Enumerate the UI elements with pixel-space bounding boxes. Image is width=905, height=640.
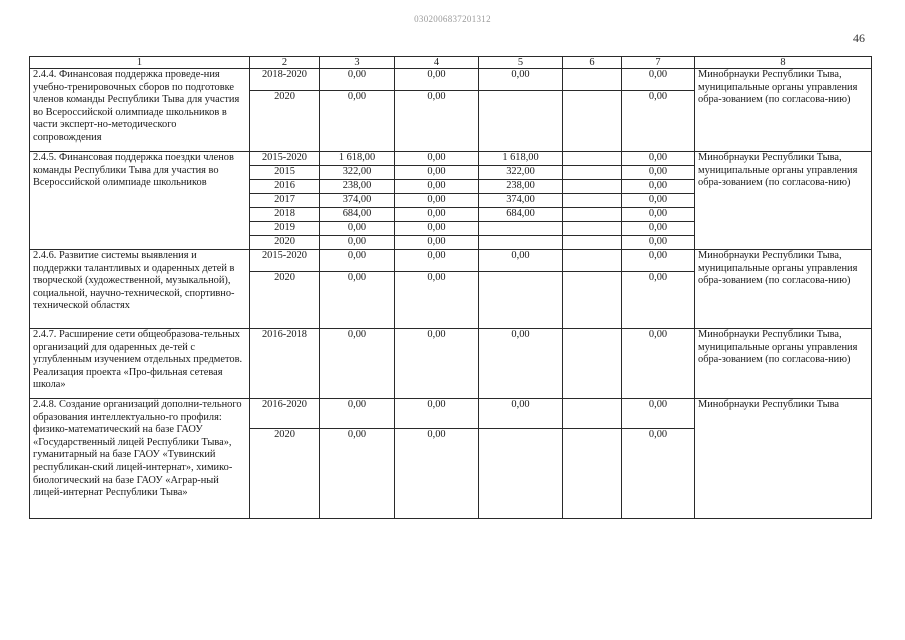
amount-cell: 684,00 xyxy=(320,208,395,222)
amount-cell: 0,00 xyxy=(395,329,479,399)
column-header: 7 xyxy=(622,57,695,69)
document-id: 0302006837201312 xyxy=(414,14,491,24)
amount-cell: 0,00 xyxy=(622,91,695,152)
period-cell: 2015-2020 xyxy=(250,152,320,166)
amount-cell: 0,00 xyxy=(622,208,695,222)
amount-cell xyxy=(563,180,622,194)
amount-cell xyxy=(563,272,622,329)
amount-cell xyxy=(563,250,622,272)
amount-cell: 0,00 xyxy=(622,222,695,236)
amount-cell: 0,00 xyxy=(479,399,563,429)
amount-cell: 238,00 xyxy=(479,180,563,194)
amount-cell: 0,00 xyxy=(622,429,695,519)
amount-cell xyxy=(479,429,563,519)
program-table xyxy=(29,56,872,519)
amount-cell: 0,00 xyxy=(622,152,695,166)
table-row xyxy=(30,399,872,429)
amount-cell xyxy=(563,222,622,236)
amount-cell: 0,00 xyxy=(622,166,695,180)
amount-cell: 0,00 xyxy=(395,69,479,91)
amount-cell xyxy=(563,399,622,429)
amount-cell xyxy=(563,166,622,180)
amount-cell: 0,00 xyxy=(320,222,395,236)
amount-cell: 0,00 xyxy=(622,194,695,208)
amount-cell: 0,00 xyxy=(622,69,695,91)
amount-cell: 374,00 xyxy=(479,194,563,208)
amount-cell: 0,00 xyxy=(622,329,695,399)
amount-cell: 374,00 xyxy=(320,194,395,208)
amount-cell xyxy=(563,152,622,166)
period-cell: 2018-2020 xyxy=(250,69,320,91)
column-header: 3 xyxy=(320,57,395,69)
table-row xyxy=(30,69,872,91)
responsible-executor: Минобрнауки Республики Тыва xyxy=(695,399,872,519)
period-cell: 2016-2020 xyxy=(250,399,320,429)
amount-cell: 0,00 xyxy=(395,152,479,166)
amount-cell: 0,00 xyxy=(320,250,395,272)
amount-cell: 322,00 xyxy=(320,166,395,180)
page-number: 46 xyxy=(853,31,865,45)
period-cell: 2019 xyxy=(250,222,320,236)
responsible-executor: Минобрнауки Республики Тыва, муниципальные органы управления обра-зованием (по согласова-нию) xyxy=(695,329,872,399)
period-cell: 2016-2018 xyxy=(250,329,320,399)
measure-description: 2.4.5. Финансовая поддержка поездки членов команды Республики Тыва для участия во Всероссийской олимпиаде школьников xyxy=(30,152,250,250)
amount-cell: 0,00 xyxy=(622,180,695,194)
amount-cell: 0,00 xyxy=(320,429,395,519)
amount-cell: 0,00 xyxy=(622,236,695,250)
measure-description: 2.4.6. Развитие системы выявления и поддержки талантливых и одаренных детей в творческой (художественной, музыкальной), социальной, научно-технической, спортивно-технической областях xyxy=(30,250,250,329)
amount-cell xyxy=(563,236,622,250)
amount-cell xyxy=(563,329,622,399)
period-cell: 2015 xyxy=(250,166,320,180)
amount-cell: 0,00 xyxy=(320,329,395,399)
amount-cell xyxy=(563,194,622,208)
amount-cell: 0,00 xyxy=(622,399,695,429)
amount-cell: 0,00 xyxy=(320,236,395,250)
period-cell: 2017 xyxy=(250,194,320,208)
amount-cell: 0,00 xyxy=(479,329,563,399)
period-cell: 2015-2020 xyxy=(250,250,320,272)
responsible-executor: Минобрнауки Республики Тыва, муниципальные органы управления обра-зованием (по согласова-нию) xyxy=(695,152,872,250)
table-row xyxy=(30,152,872,166)
amount-cell: 0,00 xyxy=(479,69,563,91)
amount-cell: 0,00 xyxy=(622,250,695,272)
amount-cell: 0,00 xyxy=(395,222,479,236)
period-cell: 2018 xyxy=(250,208,320,222)
amount-cell: 684,00 xyxy=(479,208,563,222)
amount-cell xyxy=(479,91,563,152)
table-row xyxy=(30,329,872,399)
amount-cell: 0,00 xyxy=(395,429,479,519)
amount-cell: 0,00 xyxy=(395,166,479,180)
column-header: 8 xyxy=(695,57,872,69)
responsible-executor: Минобрнауки Республики Тыва, муниципальные органы управления обра-зованием (по согласова-нию) xyxy=(695,69,872,152)
amount-cell xyxy=(563,208,622,222)
amount-cell: 0,00 xyxy=(320,272,395,329)
amount-cell: 238,00 xyxy=(320,180,395,194)
amount-cell: 0,00 xyxy=(320,69,395,91)
amount-cell: 0,00 xyxy=(320,399,395,429)
period-cell: 2020 xyxy=(250,236,320,250)
amount-cell xyxy=(563,429,622,519)
amount-cell xyxy=(479,272,563,329)
amount-cell xyxy=(563,91,622,152)
amount-cell xyxy=(563,69,622,91)
amount-cell: 0,00 xyxy=(395,208,479,222)
measure-description: 2.4.8. Создание организаций дополни-тельного образования интеллектуально-го профиля: физико-математический на базе ГАОУ «Государственный лицей Республики Тыва», гуманитарный на базе ГАОУ «Тувинский республикан-ский лицей-интернат», химико-биологический на базе ГАОУ «Аграр-ный лицей-интернат Республики Тыва» xyxy=(30,399,250,519)
period-cell: 2020 xyxy=(250,272,320,329)
amount-cell: 322,00 xyxy=(479,166,563,180)
column-header: 2 xyxy=(250,57,320,69)
period-cell: 2020 xyxy=(250,429,320,519)
table-row xyxy=(30,250,872,272)
amount-cell: 0,00 xyxy=(395,194,479,208)
amount-cell xyxy=(479,236,563,250)
column-header: 1 xyxy=(30,57,250,69)
amount-cell: 0,00 xyxy=(320,91,395,152)
amount-cell: 0,00 xyxy=(395,91,479,152)
amount-cell: 1 618,00 xyxy=(320,152,395,166)
measure-description: 2.4.7. Расширение сети общеобразова-тельных организаций для одаренных де-тей с углубленным изучением отдельных предметов. Реализация проекта «Про-фильная сетевая школа» xyxy=(30,329,250,399)
period-cell: 2020 xyxy=(250,91,320,152)
responsible-executor: Минобрнауки Республики Тыва, муниципальные органы управления обра-зованием (по согласова-нию) xyxy=(695,250,872,329)
column-header-row xyxy=(30,57,872,69)
amount-cell: 0,00 xyxy=(622,272,695,329)
amount-cell: 0,00 xyxy=(395,272,479,329)
period-cell: 2016 xyxy=(250,180,320,194)
amount-cell: 1 618,00 xyxy=(479,152,563,166)
amount-cell xyxy=(479,222,563,236)
amount-cell: 0,00 xyxy=(395,236,479,250)
column-header: 5 xyxy=(479,57,563,69)
amount-cell: 0,00 xyxy=(479,250,563,272)
amount-cell: 0,00 xyxy=(395,250,479,272)
amount-cell: 0,00 xyxy=(395,180,479,194)
amount-cell: 0,00 xyxy=(395,399,479,429)
measure-description: 2.4.4. Финансовая поддержка проведе-ния учебно-тренировочных сборов по подготовке членов команды Республики Тыва для участия во Всероссийской олимпиаде школьников в части эксперт-но-методического сопровождения xyxy=(30,69,250,152)
column-header: 4 xyxy=(395,57,479,69)
column-header: 6 xyxy=(563,57,622,69)
